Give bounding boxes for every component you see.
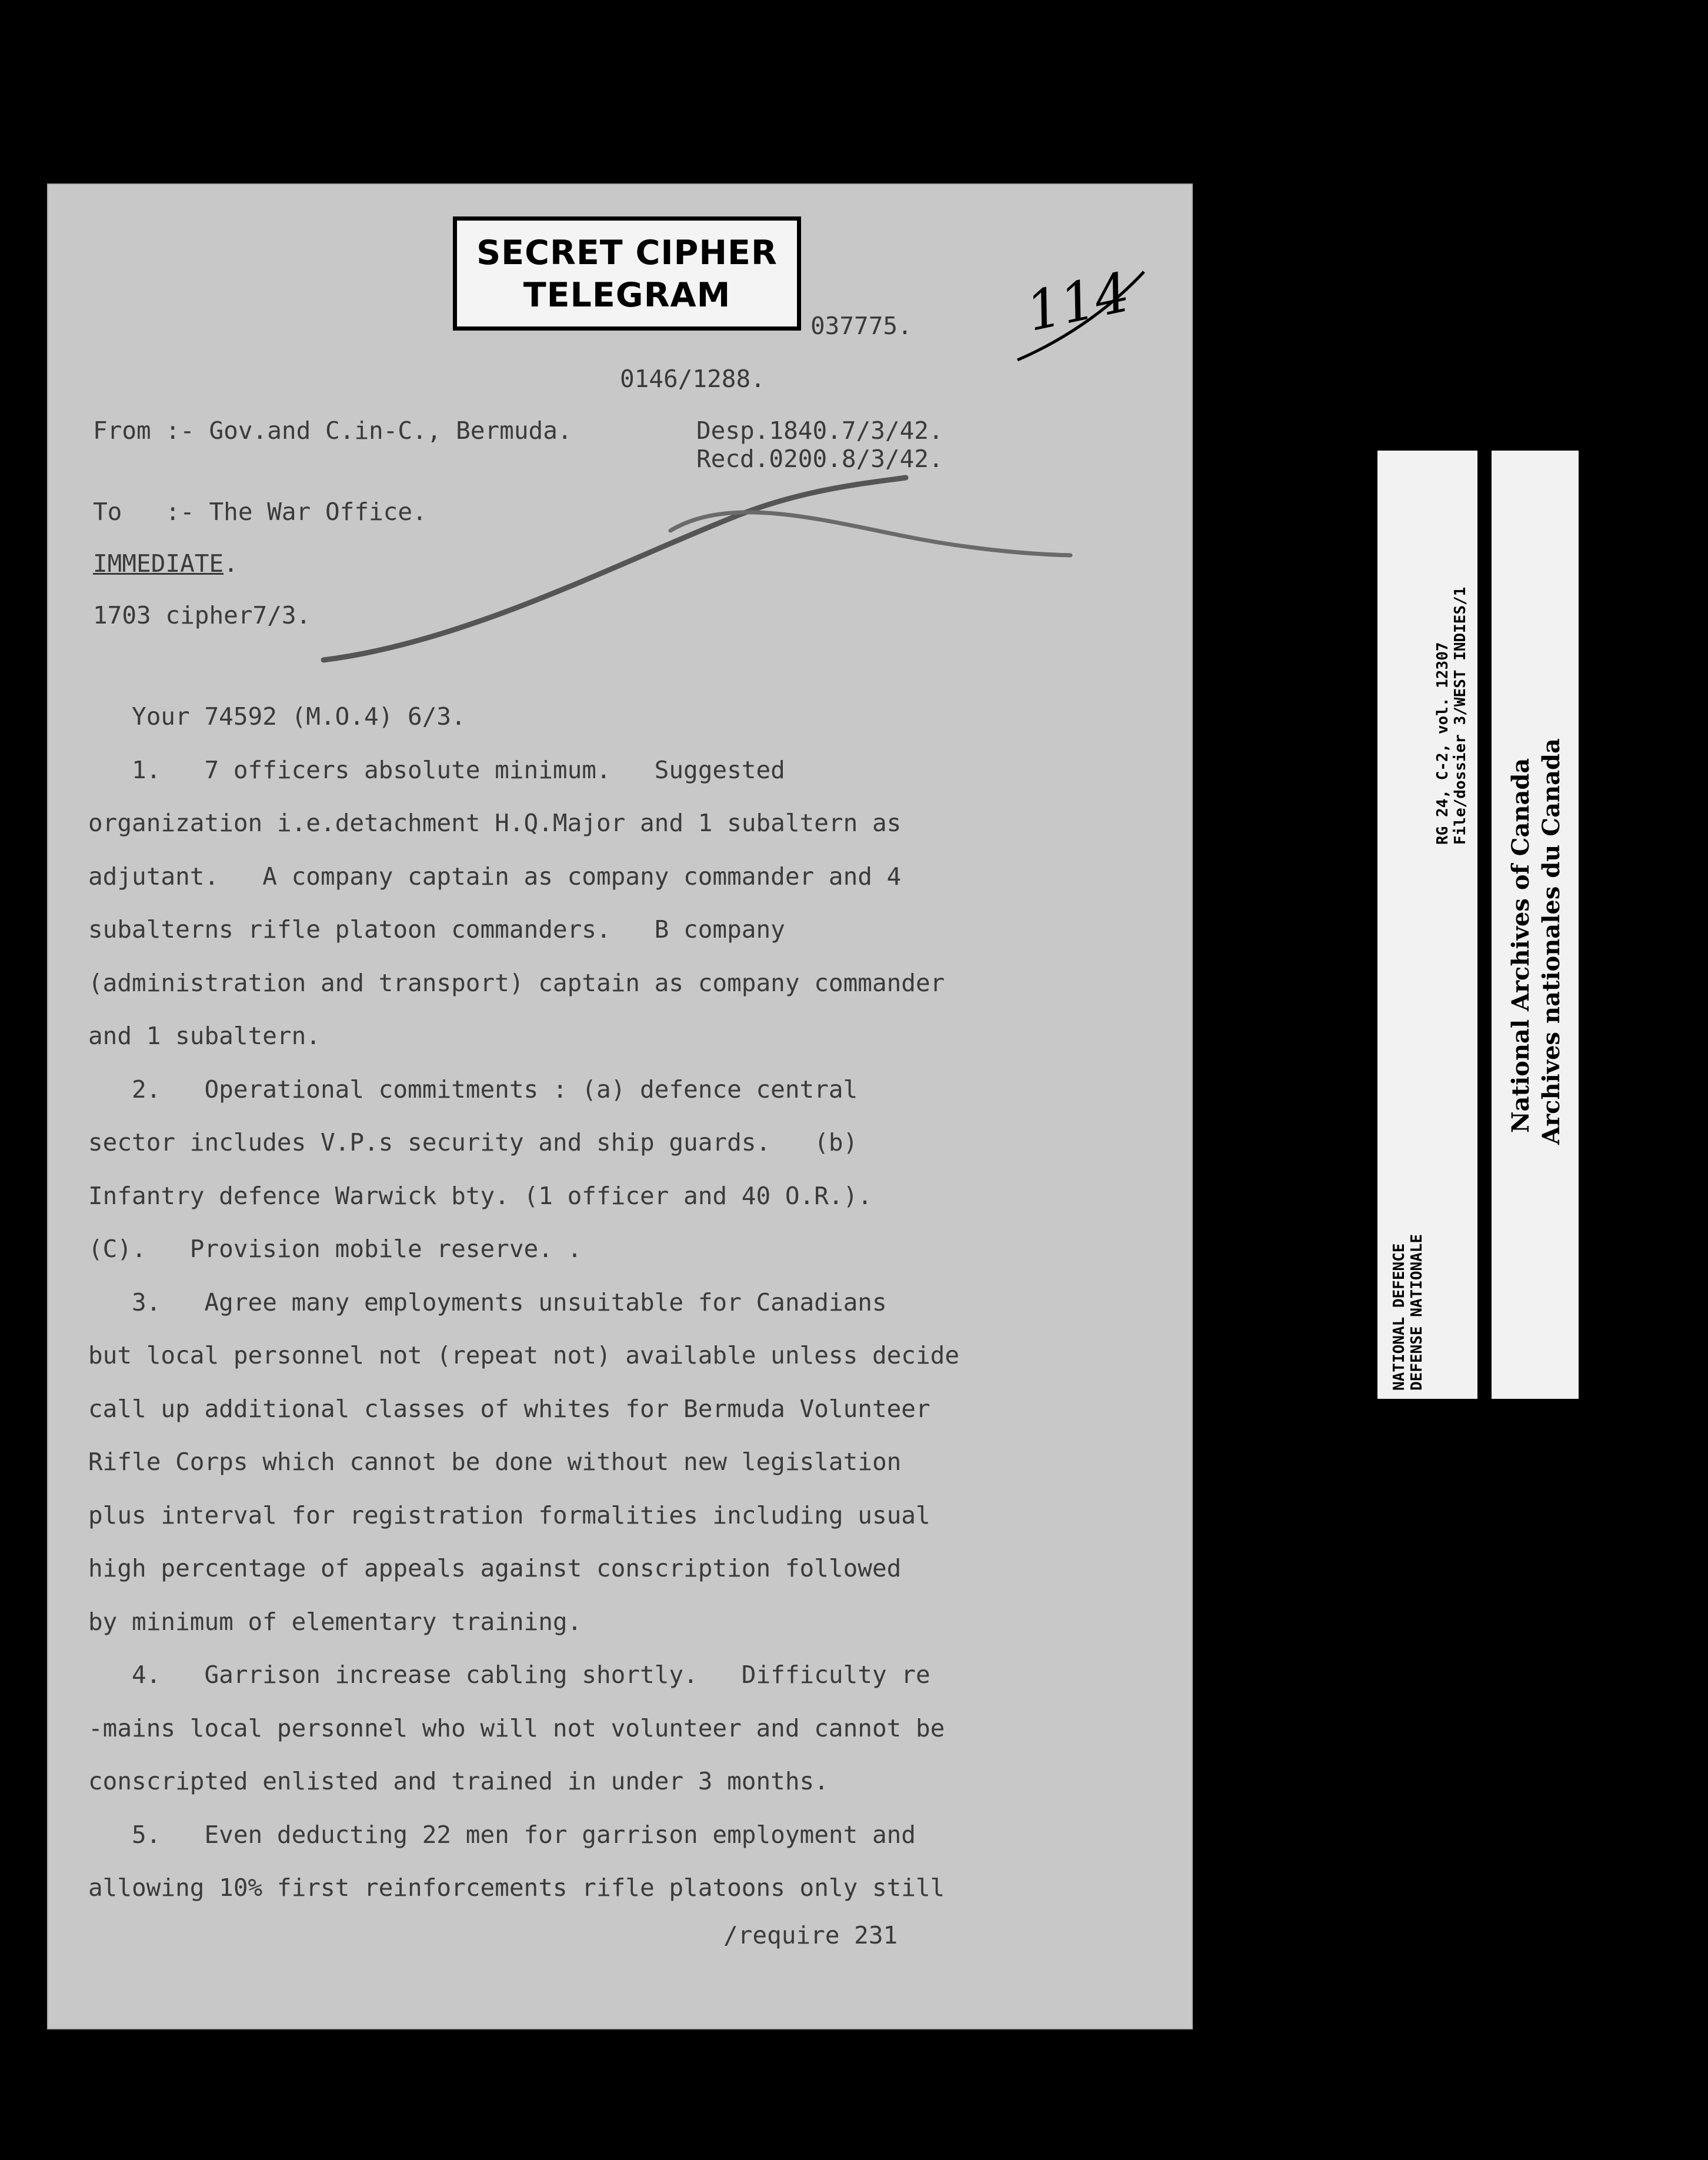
body-line: and 1 subaltern.: [88, 1022, 321, 1050]
body-line: plus interval for registration formalities including usual: [88, 1501, 930, 1529]
body-line: 5. Even deducting 22 men for garrison employment and: [88, 1821, 916, 1849]
body-line: organization i.e.detachment H.Q.Major and 1 subaltern as: [88, 809, 902, 837]
body-line: 3. Agree many employments unsuitable for Canadians: [88, 1288, 887, 1316]
body-line: allowing 10% first reinforcements rifle platoons only still: [88, 1874, 945, 1902]
despatch-time: Desp.1840.7/3/42.: [696, 416, 943, 445]
handwritten-folio-number: 114: [1012, 266, 1153, 372]
body-line: Infantry defence Warwick bty. (1 officer and 40 O.R.).: [88, 1182, 872, 1210]
folio-flourish-icon: [1012, 266, 1153, 372]
from-line: From :- Gov.and C.in-C., Bermuda.: [93, 416, 572, 445]
body-line: adjutant. A company captain as company commander and 4: [88, 862, 902, 891]
stamp-line-1: SECRET CIPHER: [476, 234, 778, 272]
body-line: by minimum of elementary training.: [88, 1608, 582, 1636]
body-line: (C). Provision mobile reserve. .: [88, 1235, 582, 1263]
reference-label-line-2: File/dossier 3/WEST INDIES/1: [1452, 586, 1469, 845]
body-line: 4. Garrison increase cabling shortly. Difficulty re: [88, 1661, 930, 1689]
defence-label-line-1: NATIONAL DEFENCE: [1390, 1243, 1408, 1391]
body-line: call up additional classes of whites for Bermuda Volunteer: [88, 1395, 930, 1423]
message-reference: 0146/1288.: [620, 365, 765, 393]
defence-label-line-2: DEFENSE NATIONALE: [1408, 1234, 1426, 1391]
body-line: conscripted enlisted and trained in under 3 months.: [88, 1767, 829, 1795]
archives-label-line-1: National Archives of Canada: [1507, 758, 1534, 1133]
body-line: 2. Operational commitments : (a) defence central: [88, 1075, 858, 1104]
serial-number: 037775.: [810, 312, 912, 340]
body-line: subalterns rifle platoon commanders. B company: [88, 915, 785, 944]
reference-label-line-1: RG 24, C-2, vol. 12307: [1434, 642, 1452, 845]
stamp-line-2: TELEGRAM: [523, 276, 731, 315]
catchword: /require 231: [723, 1921, 898, 1949]
body-line: -mains local personnel who will not volunteer and cannot be: [88, 1714, 945, 1742]
body-line: but local personnel not (repeat not) available unless decide: [88, 1341, 960, 1369]
archives-label-line-2: Archives nationales du Canada: [1537, 738, 1565, 1145]
body-line: Your 74592 (M.O.4) 6/3.: [88, 702, 466, 731]
to-line: To :- The War Office.: [93, 498, 427, 526]
cipher-line: 1703 cipher7/3.: [93, 601, 311, 629]
received-time: Recd.0200.8/3/42.: [696, 445, 943, 473]
body-line: 1. 7 officers absolute minimum. Suggested: [88, 756, 785, 784]
body-line: sector includes V.P.s security and ship guards. (b): [88, 1128, 858, 1156]
national-archives-label: [1492, 451, 1579, 1399]
telegram-page: [47, 184, 1193, 2029]
body-line: Rifle Corps which cannot be done without new legislation: [88, 1448, 902, 1476]
body-line: high percentage of appeals against conscription followed: [88, 1554, 902, 1582]
body-line: (administration and transport) captain as company commander: [88, 969, 945, 997]
fibre-strand-mark: [318, 466, 1082, 666]
priority-label: IMMEDIATE: [93, 549, 224, 578]
priority-stop: .: [223, 549, 238, 578]
defence-archive-label: [1377, 451, 1477, 1399]
priority-line: [93, 549, 238, 578]
secret-cipher-stamp: [453, 216, 801, 331]
